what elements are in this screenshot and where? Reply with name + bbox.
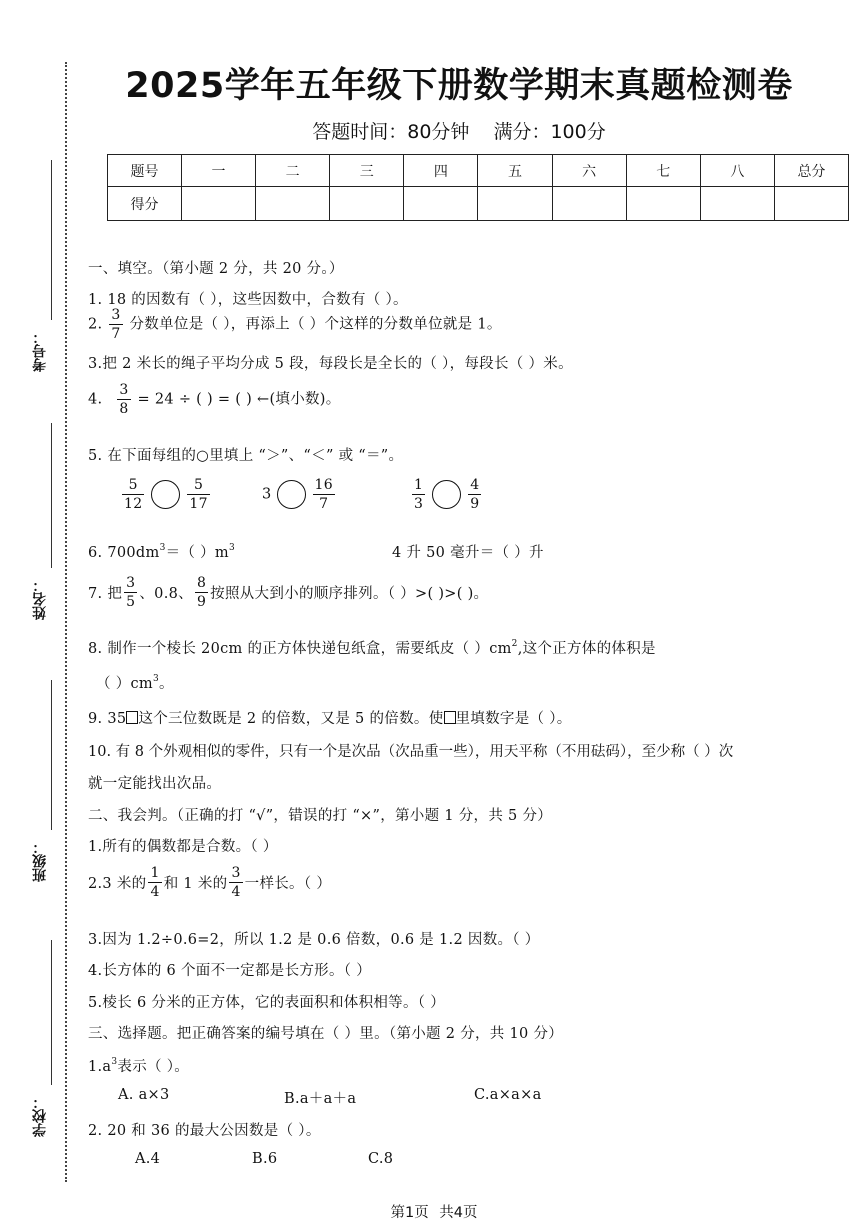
page-subtitle: 答题时间：80分钟 满分：100分 [312, 121, 606, 143]
denominator: 17 [189, 496, 208, 512]
question-1-7 [88, 576, 488, 609]
numerator: 16 [314, 477, 333, 493]
denominator: 8 [119, 401, 129, 417]
question-1-4 [88, 383, 341, 416]
denominator: 12 [124, 496, 143, 512]
q-text: ,这个正方体的体积是 [517, 641, 656, 657]
denominator: 5 [126, 594, 136, 610]
fraction [195, 576, 208, 609]
denominator: 3 [414, 496, 424, 512]
school-line [51, 940, 52, 1085]
section1-heading: 一、填空。（第小题 2 分，共 20 分。） [88, 261, 344, 277]
denominator: 7 [111, 326, 121, 342]
option-3-2-a[interactable]: A.4 [135, 1151, 161, 1167]
q-number: 2. [88, 316, 103, 333]
question-1-2 [88, 308, 502, 341]
numerator: 8 [196, 575, 207, 591]
fraction [148, 866, 161, 899]
score-cell[interactable] [330, 187, 404, 221]
superscript: 3 [228, 543, 235, 553]
compare-group-2 [262, 478, 337, 511]
section2-heading: 二、我会判。（正确的打 “√”，错误的打 “×”，第小题 1 分，共 5 分） [88, 808, 553, 824]
question-1-9 [88, 707, 572, 728]
score-header-cell: 总分 [774, 155, 848, 187]
question-2-3: 3.因为 1.2÷0.6=2，所以 1.2 是 0.6 倍数，0.6 是 1.2 因数。（ ） [88, 932, 540, 948]
option-3-1-c[interactable]: C.a×a×a [474, 1087, 542, 1103]
question-2-1: 1.所有的偶数都是合数。（ ） [88, 839, 278, 855]
fraction [117, 383, 130, 416]
superscript: 3 [159, 543, 166, 553]
q-text: 按照从大到小的顺序排列。（ ）>( )>( )。 [210, 586, 489, 602]
q-text: 6. 700dm [88, 545, 160, 561]
score-row-label: 得分 [108, 187, 182, 221]
name-label: 姓名： [32, 578, 48, 620]
option-3-2-c[interactable]: C.8 [368, 1151, 394, 1167]
score-header-cell: 七 [626, 155, 700, 187]
score-cell[interactable] [256, 187, 330, 221]
integer: 3 [262, 486, 272, 503]
score-header-cell: 三 [330, 155, 404, 187]
compare-circle[interactable] [151, 480, 180, 509]
score-header-cell: 四 [404, 155, 478, 187]
question-1-1: 1. 18 的因数有（ ），这些因数中，合数有（ ）。 [88, 292, 408, 308]
score-cell[interactable] [478, 187, 552, 221]
question-2-5: 5.棱长 6 分米的正方体，它的表面积和体积相等。（ ） [88, 995, 446, 1011]
numerator: 1 [150, 865, 160, 881]
denominator: 4 [231, 884, 241, 900]
binding-dotted-line [65, 62, 67, 1182]
numerator: 3 [111, 307, 121, 323]
blank-box[interactable] [126, 711, 138, 724]
question-2-4: 4.长方体的 6 个面不一定都是长方形。（ ） [88, 963, 372, 979]
score-header-cell: 一 [182, 155, 256, 187]
option-3-1-a[interactable]: A. a×3 [118, 1087, 170, 1103]
q-text: 表示（ ）。 [117, 1059, 190, 1075]
score-header-cell: 六 [552, 155, 626, 187]
compare-circle[interactable] [432, 480, 461, 509]
score-cell[interactable] [774, 187, 848, 221]
score-table [107, 154, 849, 221]
page-title: 2025学年五年级下册数学期末真题检测卷 [125, 66, 793, 106]
denominator: 4 [150, 884, 160, 900]
question-1-8-line2 [96, 672, 174, 693]
superscript: 2 [511, 639, 518, 649]
q-text: 和 1 米的 [163, 876, 228, 892]
fraction [229, 866, 242, 899]
q-text: 。 [159, 676, 174, 692]
fraction [109, 308, 122, 341]
superscript: 3 [152, 674, 160, 684]
score-header-cell: 五 [478, 155, 552, 187]
score-cell[interactable] [552, 187, 626, 221]
fraction [122, 478, 144, 511]
superscript: 3 [111, 1057, 118, 1067]
page-footer: 第1页 共4页 [390, 1205, 478, 1221]
score-header-cell: 八 [700, 155, 774, 187]
q-text: 这个三位数既是 2 的倍数，又是 5 的倍数。使 [138, 711, 444, 727]
blank-box[interactable] [444, 711, 456, 724]
denominator: 9 [470, 496, 480, 512]
q-text: 1.a [88, 1059, 112, 1075]
score-cell[interactable] [404, 187, 478, 221]
numerator: 3 [231, 865, 241, 881]
fraction [313, 478, 335, 511]
score-header-cell: 二 [256, 155, 330, 187]
q-text: 9. 35 [88, 711, 127, 727]
q-text: = 24 ÷ ( ) = ( ) ←(填小数)。 [137, 391, 341, 408]
q-text: 7. 把 [88, 586, 123, 602]
q-text: 、0.8、 [139, 586, 193, 602]
section3-heading: 三、选择题。把正确答案的编号填在（ ）里。（第小题 2 分，共 10 分） [88, 1026, 564, 1042]
q-number: 4. [88, 391, 103, 408]
fraction [124, 576, 137, 609]
fraction [468, 478, 481, 511]
q-text: 2.3 米的 [88, 876, 147, 892]
question-1-5: 5. 在下面每组的○里填上 “＞”、“＜” 或 “＝”。 [88, 448, 404, 464]
numerator: 4 [470, 477, 480, 493]
q-text: （ ）cm [96, 676, 153, 692]
numerator: 5 [122, 478, 144, 495]
q-text: 8. 制作一个棱长 20cm 的正方体快递包纸盒，需要纸皮（ ）cm [88, 641, 512, 657]
option-3-1-b[interactable]: B.a＋a＋a [284, 1091, 357, 1107]
q-text: 里填数字是（ ）。 [455, 711, 572, 727]
class-line [51, 680, 52, 830]
fraction [412, 478, 425, 511]
question-1-3: 3.把 2 米长的绳子平均分成 5 段，每段长是全长的（ ），每段长（ ）米。 [88, 356, 573, 372]
q-text: 分数单位是（ ），再添上（ ）个这样的分数单位就是 1。 [129, 316, 502, 333]
denominator: 7 [319, 496, 329, 512]
numerator: 3 [119, 382, 129, 398]
compare-circle[interactable] [277, 480, 306, 509]
class-label: 班级： [32, 840, 48, 882]
score-table-score-row [108, 187, 849, 221]
score-header-cell: 题号 [108, 155, 182, 187]
option-3-2-b[interactable]: B.6 [252, 1151, 278, 1167]
numerator: 3 [126, 575, 136, 591]
denominator: 9 [196, 594, 207, 610]
compare-group-1 [120, 478, 212, 511]
score-cell[interactable] [626, 187, 700, 221]
school-label: 学校： [32, 1095, 48, 1137]
question-1-6b: 4 升 50 毫升＝（ ）升 [392, 545, 544, 561]
score-cell[interactable] [700, 187, 774, 221]
question-1-10-line1: 10. 有 8 个外观相似的零件，只有一个是次品（次品重一些），用天平称（不用砝码），至少称（ ）次 [88, 744, 734, 760]
compare-group-3 [410, 478, 483, 511]
score-cell[interactable] [182, 187, 256, 221]
exam-number-line [51, 160, 52, 320]
fraction [187, 478, 209, 511]
question-3-1 [88, 1055, 189, 1076]
q-text: ＝（ ）m [165, 545, 229, 561]
numerator: 5 [187, 478, 209, 495]
numerator: 1 [414, 477, 424, 493]
name-line [51, 423, 52, 568]
question-1-6 [88, 541, 235, 562]
question-2-2 [88, 866, 331, 899]
score-table-header-row [108, 155, 849, 187]
q-text: 一样长。（ ） [244, 876, 332, 892]
exam-number-label: 考号： [32, 330, 48, 372]
question-3-2: 2. 20 和 36 的最大公因数是（ ）。 [88, 1123, 321, 1139]
question-1-8-line1 [88, 637, 656, 658]
question-1-10-line2: 就一定能找出次品。 [88, 776, 222, 792]
